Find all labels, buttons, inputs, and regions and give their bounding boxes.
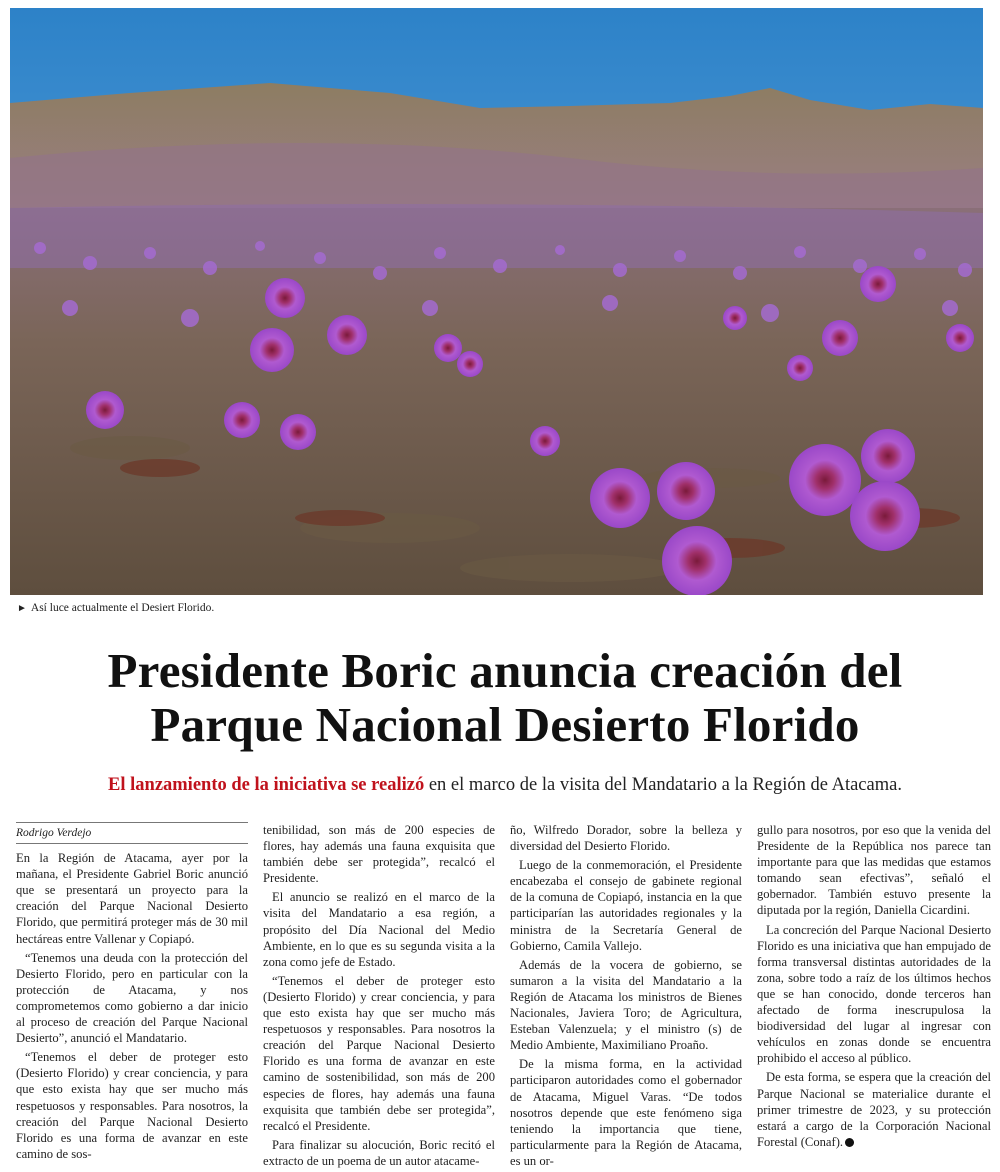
caption-text: Así luce actualmente el Desiert Florido. (30, 602, 215, 614)
paragraph: ño, Wilfredo Dorador, sobre la belleza y diversidad del Desierto Florido. (510, 823, 742, 854)
paragraph: gullo para nosotros, por eso que la venida del Presidente de la República nos parece tan importante para que las medidas que estamos tomando sean efectivas”, señaló el gobernador. También estuvo presente la diputada por la región, Daniella Cicardini. (757, 823, 991, 918)
subheadline (20, 775, 990, 796)
headline-line-1: Presidente Boric anuncia creación del (107, 643, 903, 698)
paragraph: “Tenemos el deber de proteger esto (Desierto Florido) y crear conciencia, y para que esto exista hay que ser mucho más respetuosos y responsables. Para nosotros la creación del Parque Nacional Desierto Florido es una forma de avanzar en este camino de sostenibilidad, son más de 200 especies de flores, hay además una fauna exquisita que también debe ser protegida”, recalcó el Presidente. (263, 973, 495, 1133)
subheadline-highlight: El lanzamiento de la iniciativa se realizó (108, 775, 425, 795)
paragraph: “Tenemos el deber de proteger esto (Desierto Florido) y crear conciencia, y para que esto exista hay que ser mucho más respetuosos y responsables. Para nosotros, la creación del Parque Nacional Desierto Florido es una forma de avanzar en este camino de sos- (16, 1050, 248, 1161)
paragraph: Además de la vocera de gobierno, se sumaron a la visita del Mandatario a la Región de Atacama los ministros de Bienes Nacionales, Javiera Toro; de Agricultura, Esteban Valenzuela; y el ministro (s) de Medio Ambiente, Maximiliano Proaño. (510, 957, 742, 1053)
caption-marker: ► (17, 603, 27, 614)
end-of-article-mark (845, 1138, 854, 1147)
paragraph: En la Región de Atacama, ayer por la mañana, el Presidente Gabriel Boric anunció que se presentará un proyecto para la creación del Parque Nacional Desierto Florido, que permitirá proteger más de 30 mil hectáreas entre Vallenar y Copiapó. (16, 851, 248, 946)
byline: Rodrigo Verdejo (16, 822, 248, 844)
headline-line-2: Parque Nacional Desierto Florido (150, 697, 860, 752)
paragraph: La concreción del Parque Nacional Desierto Florido es una iniciativa que han empujado de forma transversal distintas autoridades de la zona, sobre todo a raíz de los últimos hechos que se han conocido, donde terceros han afectado de forma inescrupulosa la biodiversidad del lugar al ingresar con vehículos en zonas donde se encuentra prohibido el acceso al público. (757, 922, 991, 1066)
paragraph: Para finalizar su alocución, Boric recitó el extracto de un poema de un autor atacame- (263, 1137, 495, 1168)
headline (20, 644, 990, 752)
paragraph: tenibilidad, son más de 200 especies de flores, hay además una fauna exquisita que también debe ser protegida”, recalcó el Presidente. (263, 823, 495, 886)
paragraph: El anuncio se realizó en el marco de la visita del Mandatario a esa región, a propósito del Día Nacional del Medio Ambiente, en lo que es su segunda visita a la zona como jefe de Estado. (263, 890, 495, 969)
subheadline-rest: en el marco de la visita del Mandatario a la Región de Atacama. (424, 775, 902, 795)
paragraph: Luego de la conmemoración, el Presidente encabezaba el consejo de gabinete regional de la comuna de Copiapó, instancia en la que participarían las autoridades regionales y la ministra de la Secretaría General de Gobierno, Camila Vallejo. (510, 858, 742, 953)
paragraph-final (757, 1069, 991, 1149)
photo-caption (17, 602, 214, 614)
article-column-4 (757, 822, 991, 1153)
article-column-1 (16, 822, 248, 1165)
article-body (16, 822, 992, 1168)
paragraph-text: De esta forma, se espera que la creación del Parque Nacional se materialice durante el primer trimestre de 2023, y su protección estará a cargo de la Corporación Nacional Forestal (Conaf). (757, 1070, 991, 1149)
paragraph: De la misma forma, en la actividad participaron autoridades como el gobernador de Atacama, Miguel Varas. “De todos nosotros depende que este fenómeno siga teniendo la importancia que tiene, particularmente para la Región de Atacama, es un or- (510, 1057, 742, 1168)
article-column-2 (263, 822, 495, 1172)
article-column-3 (510, 822, 742, 1172)
desert-flowers-photo (10, 8, 983, 595)
paragraph: “Tenemos una deuda con la protección del Desierto Florido, pero en particular con la protección de Atacama, y nos comprometemos como gobierno a dar inicio al proceso de creación del Parque Nacional Desierto”, anunció el Mandatario. (16, 950, 248, 1046)
